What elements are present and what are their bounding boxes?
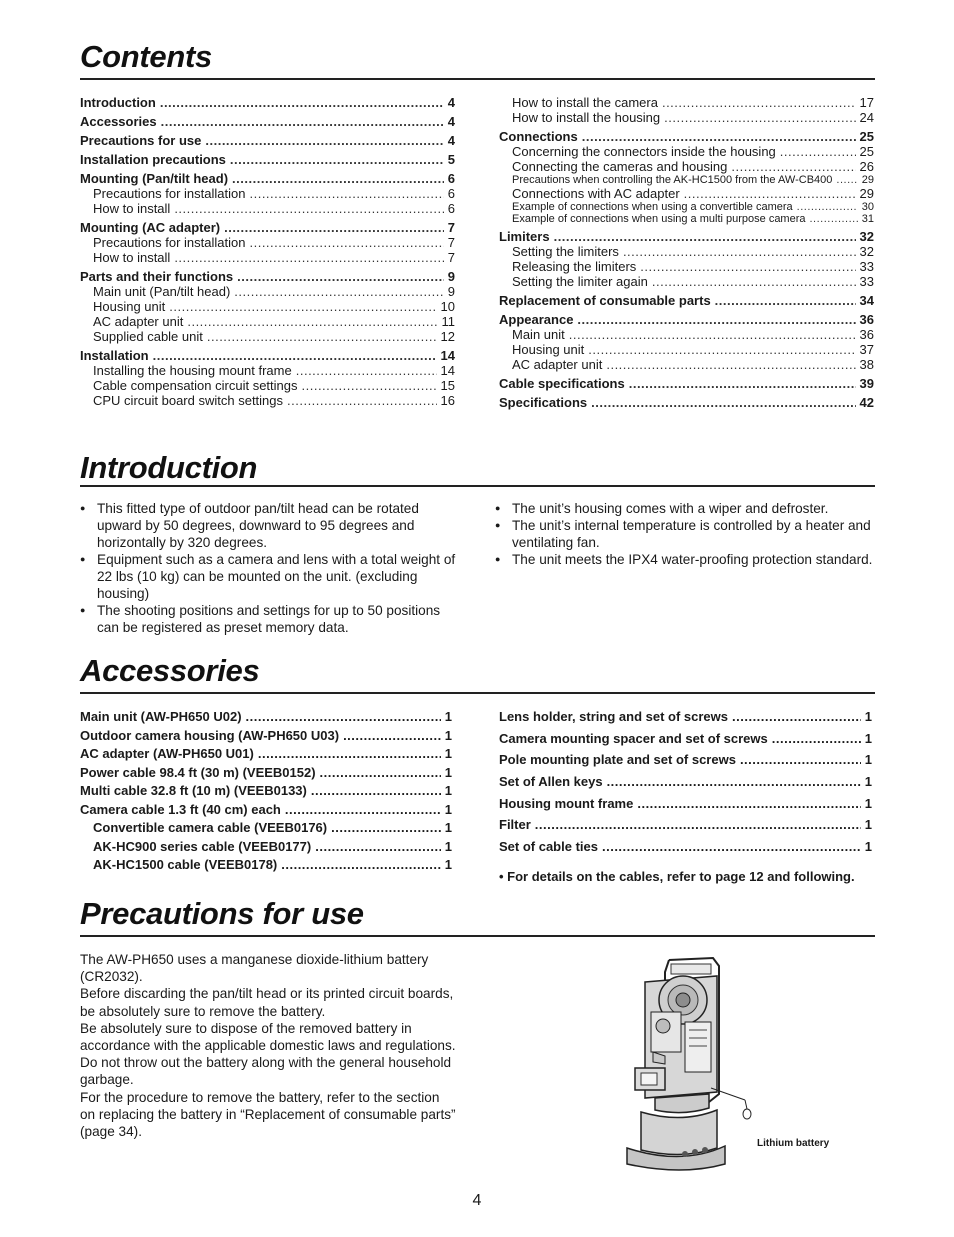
accessory-item (499, 752, 872, 774)
toc-entry-label: AC adapter unit (93, 314, 184, 329)
accessory-qty: 1 (444, 783, 452, 798)
toc-entry-page: 39 (859, 376, 874, 391)
toc-entry-page: 31 (861, 213, 874, 225)
accessory-qty: 1 (864, 774, 872, 790)
introduction-rule (80, 485, 875, 487)
toc-entry-label: Connections with AC adapter (512, 186, 680, 201)
toc-entry-label: Introduction (80, 95, 156, 110)
toc-entry[interactable] (80, 152, 455, 167)
accessory-name: AK-HC900 series cable (VEEB0177) (93, 838, 312, 854)
accessory-name: Outdoor camera housing (AW-PH650 U03) (80, 727, 340, 743)
accessory-leader-dots (281, 857, 441, 872)
toc-leader-dots (205, 133, 443, 148)
toc-entry[interactable] (80, 220, 455, 235)
toc-entry[interactable] (499, 244, 874, 259)
toc-entry-label: Precautions when controlling the AK-HC1500 from the AW-CB400 (512, 174, 833, 186)
toc-leader-dots (780, 144, 856, 159)
accessory-qty: 1 (444, 764, 452, 780)
toc-entry[interactable] (499, 174, 874, 186)
accessory-leader-dots (772, 731, 861, 746)
toc-entry-page: 29 (861, 174, 874, 186)
accessory-name: Convertible camera cable (VEEB0176) (93, 820, 328, 835)
accessory-name: AK-HC1500 cable (VEEB0178) (93, 857, 278, 872)
toc-entry-page: 16 (440, 393, 455, 408)
toc-leader-dots (207, 329, 437, 344)
accessory-name: Set of cable ties (499, 839, 598, 855)
toc-entry-label: How to install the camera (512, 95, 658, 110)
toc-leader-dots (662, 95, 856, 110)
toc-entry-page: 10 (440, 299, 455, 314)
toc-leader-dots (715, 293, 856, 308)
toc-entry-label: CPU circuit board switch settings (93, 393, 284, 408)
toc-leader-dots (684, 186, 856, 201)
toc-entry-label: Precautions for installation (93, 235, 246, 250)
toc-entry[interactable] (499, 357, 874, 372)
toc-entry-label: Example of connections when using a convertible camera (512, 201, 793, 213)
toc-entry[interactable] (80, 314, 455, 329)
accessory-item (499, 709, 872, 731)
intro-bullet: ● The unit’s internal temperature is controlled by a heater and ventilating fan. (495, 517, 875, 551)
accessory-leader-dots (740, 752, 861, 767)
toc-entry-label: Installing the housing mount frame (93, 363, 292, 378)
toc-entry-page: 36 (859, 312, 874, 327)
accessory-qty: 1 (444, 820, 452, 835)
toc-entry-label: Installation (80, 348, 149, 363)
accessory-leader-dots (258, 746, 441, 761)
accessory-leader-dots (732, 709, 861, 724)
accessory-leader-dots (343, 728, 441, 743)
toc-entry-page: 7 (447, 220, 455, 235)
toc-entry-page: 9 (447, 284, 455, 299)
toc-leader-dots (302, 378, 437, 393)
toc-leader-dots (174, 250, 443, 265)
toc-entry[interactable] (499, 95, 874, 110)
toc-entry-page: 25 (859, 129, 874, 144)
accessory-qty: 1 (444, 709, 452, 724)
toc-entry[interactable] (80, 235, 455, 250)
toc-entry-page: 4 (447, 114, 455, 129)
toc-entry[interactable] (499, 213, 874, 225)
accessory-name: Main unit (AW-PH650 U02) (80, 709, 242, 724)
toc-entry[interactable] (80, 269, 455, 284)
introduction-title: Introduction (80, 450, 258, 485)
intro-bullet: ● The unit meets the IPX4 water-proofing protection standard. (495, 551, 875, 568)
accessory-leader-dots (285, 802, 441, 817)
toc-leader-dots (234, 284, 443, 299)
accessory-item (80, 783, 452, 802)
toc-entry-label: Specifications (499, 395, 588, 410)
toc-entry-page: 4 (447, 133, 455, 148)
toc-leader-dots (153, 348, 437, 363)
toc-leader-dots (623, 244, 856, 259)
toc-entry[interactable] (80, 171, 455, 186)
toc-entry-page: 42 (859, 395, 874, 410)
page-number: 4 (472, 1192, 482, 1209)
toc-entry-label: Precautions for installation (93, 186, 246, 201)
toc-entry-page: 6 (447, 186, 455, 201)
toc-entry-page: 36 (859, 327, 874, 342)
accessory-item (499, 796, 872, 818)
accessories-title: Accessories (80, 653, 260, 688)
toc-entry-page: 14 (440, 348, 455, 363)
toc-entry[interactable] (499, 229, 874, 244)
toc-leader-dots (731, 159, 855, 174)
toc-leader-dots (169, 299, 436, 314)
accessory-item (499, 839, 872, 861)
accessory-qty: 1 (444, 857, 452, 872)
toc-entry[interactable] (80, 95, 455, 110)
toc-entry-page: 33 (859, 274, 874, 289)
toc-entry-page: 5 (447, 152, 455, 167)
accessory-item (80, 709, 452, 728)
toc-leader-dots (160, 95, 444, 110)
toc-entry-page: 9 (447, 269, 455, 284)
accessory-leader-dots (607, 774, 861, 789)
toc-entry[interactable] (499, 293, 874, 308)
toc-leader-dots (237, 269, 444, 284)
accessories-left-list (80, 709, 452, 876)
toc-entry-label: How to install (93, 250, 171, 265)
accessory-qty: 1 (864, 795, 872, 811)
toc-entry[interactable] (80, 329, 455, 344)
toc-entry[interactable] (499, 342, 874, 357)
precaution-paragraph: Be absolutely sure to dispose of the removed battery in accordance with the applicable domestic laws and regulations. (80, 1020, 456, 1054)
accessory-name: Camera cable 1.3 ft (40 cm) each (80, 801, 281, 817)
toc-leader-dots (664, 110, 855, 125)
toc-entry-label: Housing unit (93, 299, 166, 314)
toc-entry-label: Cable specifications (499, 376, 625, 391)
toc-entry[interactable] (499, 129, 874, 144)
toc-leader-dots (569, 327, 856, 342)
toc-entry-label: How to install the housing (512, 110, 661, 125)
toc-leader-dots (606, 357, 855, 372)
toc-entry-page: 6 (447, 171, 455, 186)
toc-entry-label: How to install (93, 201, 171, 216)
toc-entry-label: Installation precautions (80, 152, 226, 167)
toc-leader-dots (582, 129, 856, 144)
toc-entry-page: 37 (859, 342, 874, 357)
toc-entry-page: 11 (441, 314, 455, 329)
accessory-item (80, 802, 452, 821)
accessory-qty: 1 (444, 746, 452, 761)
accessory-item (499, 731, 872, 753)
toc-entry[interactable] (499, 259, 874, 274)
contents-title: Contents (80, 39, 212, 74)
accessory-name: Pole mounting plate and set of screws (499, 752, 736, 768)
toc-entry-label: Replacement of consumable parts (499, 293, 711, 308)
toc-leader-dots (287, 393, 437, 408)
introduction-right-list (495, 500, 875, 568)
toc-entry-label: Precautions for use (80, 133, 202, 148)
accessory-leader-dots (246, 709, 441, 724)
accessories-note: • For details on the cables, refer to page 12 and following. (499, 869, 855, 884)
accessory-item (499, 774, 872, 796)
precautions-title: Precautions for use (80, 896, 364, 931)
toc-entry[interactable] (499, 186, 874, 201)
toc-entry[interactable] (499, 201, 874, 213)
accessory-qty: 1 (864, 817, 872, 833)
toc-entry[interactable] (80, 378, 455, 393)
toc-entry-page: 15 (440, 378, 455, 393)
toc-leader-dots (249, 186, 443, 201)
accessory-item (80, 857, 452, 876)
toc-entry[interactable] (80, 186, 455, 201)
accessory-name: Set of Allen keys (499, 774, 603, 790)
toc-entry[interactable] (499, 312, 874, 327)
toc-entry[interactable] (80, 363, 455, 378)
toc-leader-dots (640, 259, 855, 274)
toc-entry-page: 32 (859, 244, 874, 259)
toc-entry-page: 12 (440, 329, 455, 344)
accessory-leader-dots (311, 783, 441, 798)
toc-entry-label: Main unit (512, 327, 565, 342)
toc-left-column (80, 95, 455, 408)
intro-bullet: ● This fitted type of outdoor pan/tilt head can be rotated upward by 50 degrees, downward to 95 degrees and horizontally by 320 degrees. (80, 500, 460, 551)
toc-entry-label: Accessories (80, 114, 157, 129)
toc-leader-dots (230, 152, 444, 167)
precaution-paragraph: Do not throw out the battery along with the general household garbage. (80, 1055, 452, 1088)
accessory-name: Lens holder, string and set of screws (499, 709, 729, 724)
precautions-rule (80, 935, 875, 937)
toc-leader-dots (577, 312, 855, 327)
toc-leader-dots (296, 363, 437, 378)
toc-leader-dots (810, 213, 858, 225)
toc-entry-label: AC adapter unit (512, 357, 603, 372)
toc-entry-page: 17 (859, 95, 874, 110)
accessory-name: Camera mounting spacer and set of screws (499, 730, 768, 746)
toc-entry-label: Supplied cable unit (93, 329, 203, 344)
toc-entry[interactable] (499, 327, 874, 342)
toc-entry-page: 29 (859, 186, 874, 201)
toc-entry-label: Mounting (Pan/tilt head) (80, 171, 229, 186)
toc-leader-dots (232, 171, 444, 186)
toc-leader-dots (629, 376, 856, 391)
toc-entry[interactable] (80, 284, 455, 299)
toc-entry-label: Setting the limiters (512, 244, 619, 259)
toc-entry-page: 24 (859, 110, 874, 125)
accessory-leader-dots (315, 839, 441, 854)
lithium-battery-label: Lithium battery (757, 1138, 830, 1149)
toc-leader-dots (652, 274, 856, 289)
toc-entry-page: 38 (859, 357, 874, 372)
accessory-leader-dots (331, 820, 441, 835)
toc-entry-page: 7 (447, 250, 455, 265)
toc-leader-dots (554, 229, 856, 244)
contents-rule (80, 78, 875, 80)
toc-entry-page: 4 (447, 95, 455, 110)
toc-entry[interactable] (499, 159, 874, 174)
precaution-paragraph: The AW-PH650 uses a manganese dioxide-lithium battery (CR2032). (80, 952, 429, 985)
accessory-name: AC adapter (AW-PH650 U01) (80, 746, 254, 761)
introduction-left-list (80, 500, 460, 636)
toc-entry-label: Housing unit (512, 342, 585, 357)
toc-entry[interactable] (80, 201, 455, 216)
toc-entry[interactable] (499, 376, 874, 391)
accessory-qty: 1 (444, 838, 452, 854)
accessory-item (80, 839, 452, 858)
toc-leader-dots (187, 314, 437, 329)
intro-bullet: ● Equipment such as a camera and lens with a total weight of 22 lbs (10 kg) can be mounted on the unit. (excluding housing) (80, 551, 460, 602)
toc-entry-page: 33 (859, 259, 874, 274)
toc-entry-label: Main unit (Pan/tilt head) (93, 284, 231, 299)
accessory-name: Housing mount frame (499, 795, 634, 811)
toc-right-column (499, 95, 874, 410)
toc-entry-page: 7 (447, 235, 455, 250)
toc-entry[interactable] (499, 395, 874, 410)
accessory-name: Multi cable 32.8 ft (10 m) (VEEB0133) (80, 783, 307, 798)
toc-leader-dots (836, 174, 857, 186)
toc-leader-dots (797, 201, 858, 213)
accessory-leader-dots (320, 765, 441, 780)
accessory-item (80, 746, 452, 765)
toc-entry-label: Cable compensation circuit settings (93, 378, 298, 393)
toc-entry[interactable] (80, 133, 455, 148)
toc-entry-label: Setting the limiter again (512, 274, 648, 289)
accessory-leader-dots (637, 796, 860, 811)
precaution-paragraph: Before discarding the pan/tilt head or its printed circuit boards, be absolutely sure to remove the battery. (80, 986, 454, 1019)
toc-entry[interactable] (80, 250, 455, 265)
accessory-item (80, 820, 452, 839)
toc-entry[interactable] (80, 348, 455, 363)
toc-entry[interactable] (499, 144, 874, 159)
precaution-paragraph: For the procedure to remove the battery, refer to the section on replacing the battery in “Replacement of consumable parts” (page 34). (80, 1089, 456, 1140)
toc-entry-label: Concerning the connectors inside the housing (512, 144, 776, 159)
accessory-qty: 1 (864, 752, 872, 768)
accessory-qty: 1 (444, 727, 452, 743)
toc-entry-label: Mounting (AC adapter) (80, 220, 221, 235)
accessory-qty: 1 (864, 839, 872, 855)
toc-entry-label: Example of connections when using a multi purpose camera (512, 213, 806, 225)
accessory-item (80, 765, 452, 784)
intro-bullet: ● The unit’s housing comes with a wiper and defroster. (495, 500, 875, 517)
accessory-leader-dots (535, 817, 861, 832)
intro-bullet: ● The shooting positions and settings for up to 50 positions can be registered as preset memory data. (80, 602, 460, 636)
toc-entry-page: 26 (859, 159, 874, 174)
toc-entry-label: Limiters (499, 229, 550, 244)
toc-entry-label: Parts and their functions (80, 269, 234, 284)
toc-entry-page: 30 (861, 201, 874, 213)
toc-entry-page: 32 (859, 229, 874, 244)
toc-leader-dots (591, 395, 855, 410)
toc-leader-dots (224, 220, 444, 235)
toc-entry-page: 6 (447, 201, 455, 216)
toc-entry-label: Connecting the cameras and housing (512, 159, 728, 174)
accessory-name: Power cable 98.4 ft (30 m) (VEEB0152) (80, 764, 316, 780)
toc-entry-label: Releasing the limiters (512, 259, 637, 274)
pan-tilt-head-illustration (605, 952, 755, 1172)
toc-entry-page: 25 (859, 144, 874, 159)
toc-leader-dots (588, 342, 855, 357)
toc-entry[interactable] (80, 393, 455, 408)
toc-entry-page: 34 (859, 293, 874, 308)
accessory-qty: 1 (864, 730, 872, 746)
precautions-text (80, 951, 456, 1140)
toc-entry-label: Appearance (499, 312, 574, 327)
accessory-item (499, 817, 872, 839)
toc-entry-label: Connections (499, 129, 578, 144)
toc-entry[interactable] (499, 274, 874, 289)
accessory-item (80, 728, 452, 747)
accessories-rule (80, 692, 875, 694)
toc-leader-dots (174, 201, 443, 216)
toc-entry[interactable] (80, 299, 455, 314)
accessories-right-list (499, 709, 872, 861)
accessory-leader-dots (602, 839, 861, 854)
toc-entry[interactable] (499, 110, 874, 125)
accessory-qty: 1 (864, 709, 872, 724)
accessory-name: Filter (499, 817, 531, 833)
toc-leader-dots (161, 114, 444, 129)
toc-entry[interactable] (80, 114, 455, 129)
toc-entry-page: 14 (440, 363, 455, 378)
toc-leader-dots (249, 235, 443, 250)
accessory-qty: 1 (444, 801, 452, 817)
